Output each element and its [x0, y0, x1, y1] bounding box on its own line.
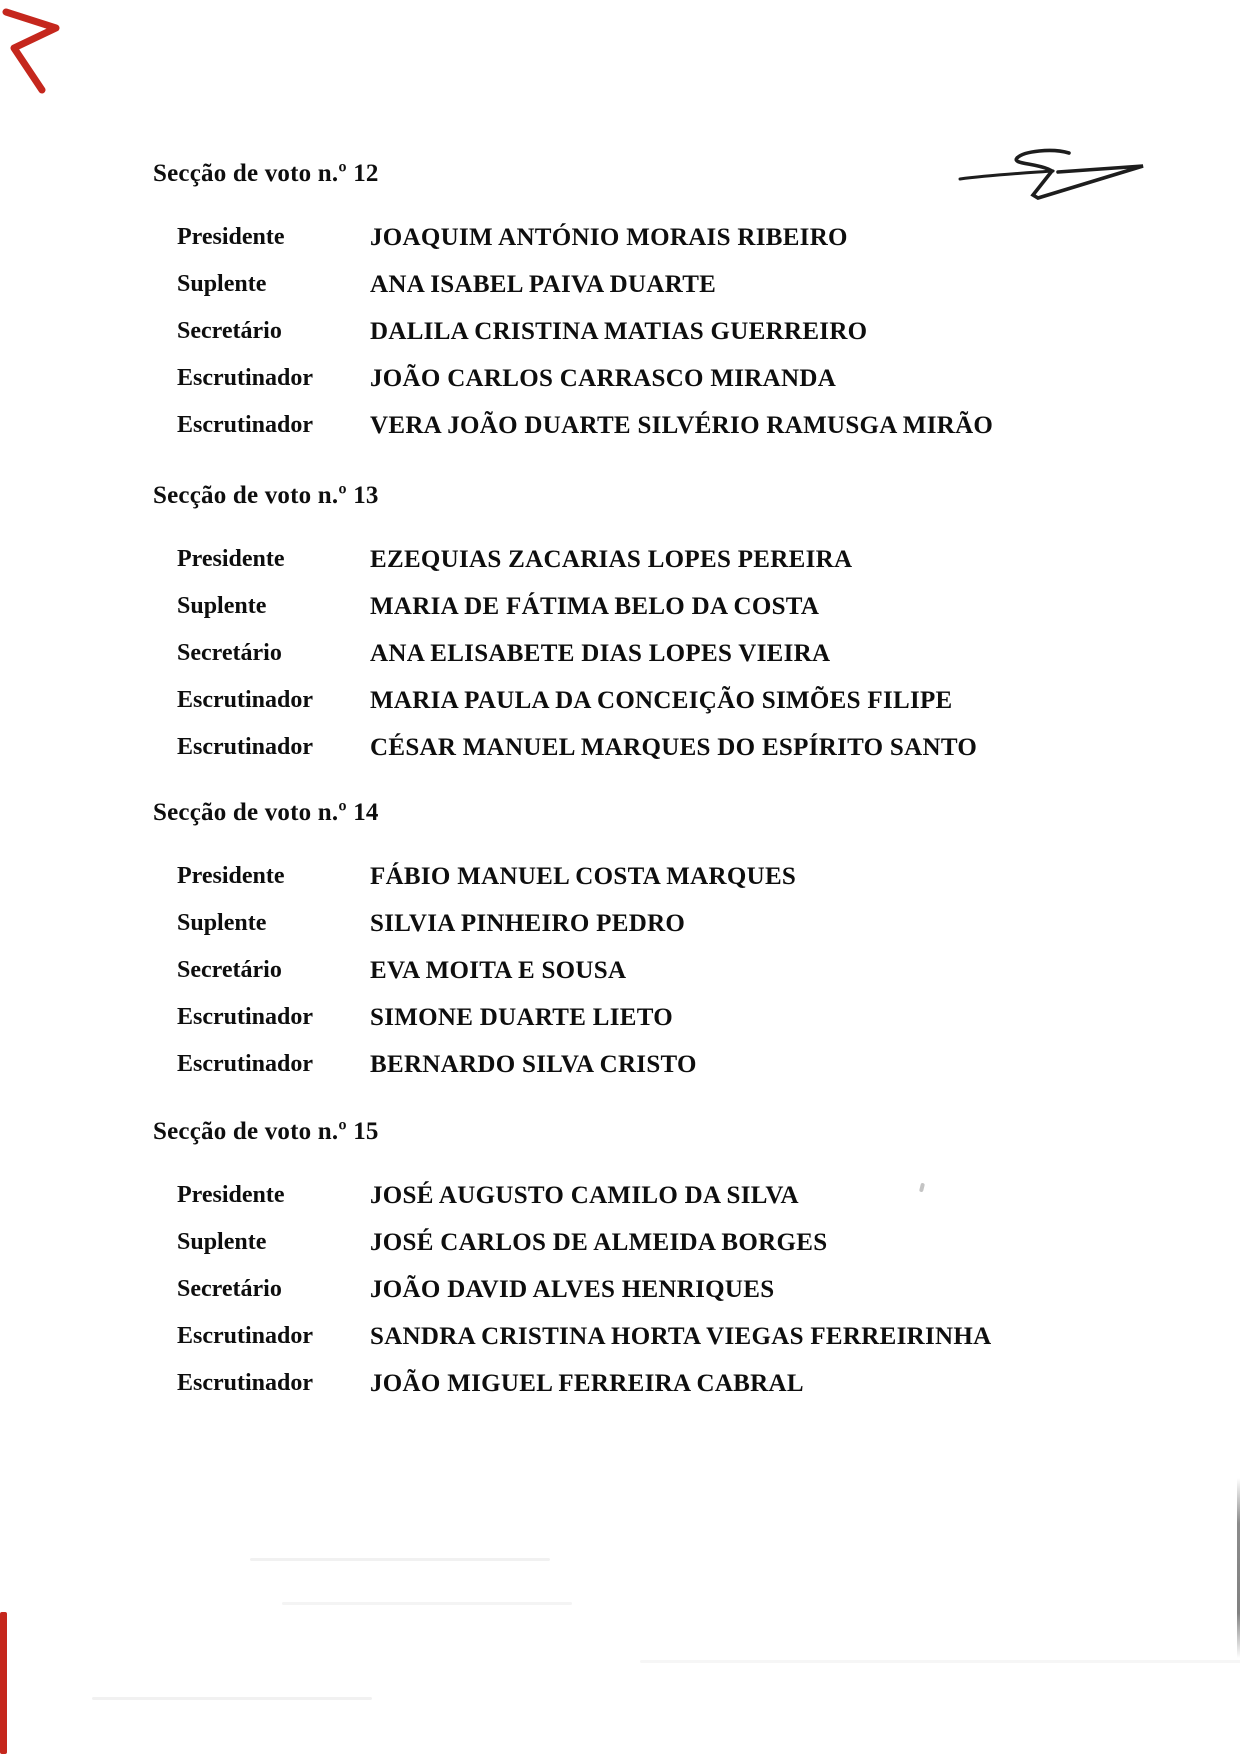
official-name: SILVIA PINHEIRO PEDRO [370, 909, 686, 937]
scan-streak-artifact [640, 1660, 1240, 1663]
official-name: JOÃO CARLOS CARRASCO MIRANDA [370, 364, 837, 392]
official-name: ANA ELISABETE DIAS LOPES VIEIRA [370, 639, 831, 667]
role-label: Presidente [177, 1182, 285, 1208]
official-row [177, 583, 1240, 630]
scan-streak-artifact [282, 1602, 572, 1605]
official-row [177, 1313, 1240, 1360]
vote-section-15 [0, 1116, 1240, 1407]
official-name: JOÃO DAVID ALVES HENRIQUES [370, 1275, 775, 1303]
official-name: ANA ISABEL PAIVA DUARTE [370, 270, 717, 298]
role-label: Suplente [177, 271, 267, 297]
scan-streak-artifact [250, 1558, 550, 1561]
official-name: EVA MOITA E SOUSA [370, 956, 627, 984]
official-row [177, 355, 1240, 402]
official-row [177, 630, 1240, 677]
role-label: Secretário [177, 640, 282, 666]
official-row [177, 536, 1240, 583]
official-name: JOAQUIM ANTÓNIO MORAIS RIBEIRO [370, 223, 848, 251]
officials-list [0, 214, 1240, 449]
official-name: SIMONE DUARTE LIETO [370, 1003, 674, 1031]
role-label: Escrutinador [177, 687, 314, 713]
official-name: MARIA PAULA DA CONCEIÇÃO SIMÕES FILIPE [370, 686, 953, 714]
official-row [177, 994, 1240, 1041]
role-label: Escrutinador [177, 412, 314, 438]
role-label: Presidente [177, 224, 285, 250]
section-title: Secção de voto n.º 13 [153, 482, 379, 509]
official-name: CÉSAR MANUEL MARQUES DO ESPÍRITO SANTO [370, 733, 978, 761]
role-label: Escrutinador [177, 1370, 314, 1396]
official-row [177, 1266, 1240, 1313]
role-label: Secretário [177, 318, 282, 344]
section-title: Secção de voto n.º 12 [153, 160, 379, 187]
official-name: JOSÉ CARLOS DE ALMEIDA BORGES [370, 1228, 828, 1256]
official-name: JOÃO MIGUEL FERREIRA CABRAL [370, 1369, 804, 1397]
official-row [177, 853, 1240, 900]
section-title: Secção de voto n.º 14 [153, 799, 379, 826]
vote-section-12 [0, 158, 1240, 449]
official-name: BERNARDO SILVA CRISTO [370, 1050, 697, 1078]
role-label: Secretário [177, 1276, 282, 1302]
official-name: VERA JOÃO DUARTE SILVÉRIO RAMUSGA MIRÃO [370, 411, 994, 439]
role-label: Escrutinador [177, 1004, 314, 1030]
official-name: JOSÉ AUGUSTO CAMILO DA SILVA [370, 1181, 799, 1209]
red-edge-line-shape [0, 1612, 7, 1754]
role-label: Escrutinador [177, 734, 314, 760]
official-row [177, 1360, 1240, 1407]
role-label: Presidente [177, 546, 285, 572]
red-corner-mark [2, 2, 72, 102]
official-name: FÁBIO MANUEL COSTA MARQUES [370, 862, 797, 890]
official-name: EZEQUIAS ZACARIAS LOPES PEREIRA [370, 545, 853, 573]
official-row [177, 724, 1240, 771]
official-row [177, 900, 1240, 947]
role-label: Suplente [177, 910, 267, 936]
role-label: Escrutinador [177, 1323, 314, 1349]
role-label: Escrutinador [177, 1051, 314, 1077]
red-edge-line [0, 1612, 10, 1754]
red-corner-mark-stroke [6, 12, 56, 90]
official-row [177, 308, 1240, 355]
role-label: Suplente [177, 1229, 267, 1255]
role-label: Suplente [177, 593, 267, 619]
official-name: SANDRA CRISTINA HORTA VIEGAS FERREIRINHA [370, 1322, 992, 1350]
section-title: Secção de voto n.º 15 [153, 1118, 379, 1145]
official-row [177, 1172, 1240, 1219]
official-row [177, 402, 1240, 449]
officials-list [0, 853, 1240, 1088]
official-name: MARIA DE FÁTIMA BELO DA COSTA [370, 592, 820, 620]
vote-section-14 [0, 797, 1240, 1088]
official-row [177, 947, 1240, 994]
vote-section-13 [0, 480, 1240, 771]
officials-list [0, 536, 1240, 771]
official-name: DALILA CRISTINA MATIAS GUERREIRO [370, 317, 868, 345]
scan-streak-artifact [92, 1697, 372, 1700]
role-label: Escrutinador [177, 365, 314, 391]
official-row [177, 677, 1240, 724]
role-label: Secretário [177, 957, 282, 983]
official-row [177, 1041, 1240, 1088]
official-row [177, 214, 1240, 261]
officials-list [0, 1172, 1240, 1407]
official-row [177, 261, 1240, 308]
official-row [177, 1219, 1240, 1266]
role-label: Presidente [177, 863, 285, 889]
